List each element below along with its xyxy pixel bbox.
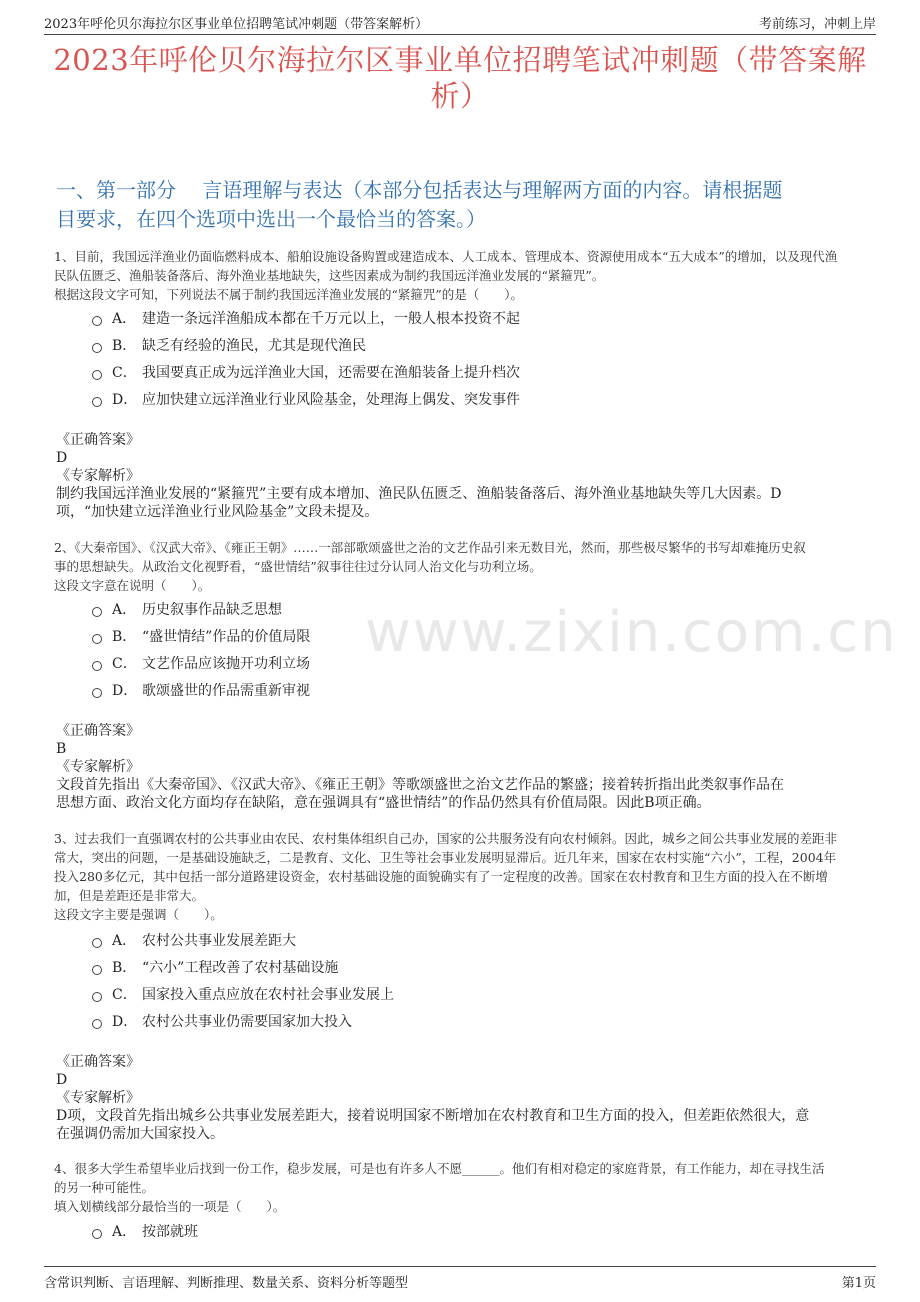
option-b[interactable]: [92, 622, 310, 649]
option-c[interactable]: [92, 980, 394, 1007]
radio-icon[interactable]: [92, 992, 102, 1002]
expert-analysis-label: 《专家解析》: [56, 759, 140, 775]
stem-line: 根据这段文字可知，下列说法不属于制约我国远洋渔业发展的“紧箍咒”的是（ ）。: [54, 287, 524, 302]
correct-answer-label: 《正确答案》: [56, 723, 140, 739]
stem-line: 3、过去我们一直强调农村的公共事业由农民、农村集体组织自己办，国家的公共服务没有向农村倾斜。因此，城乡之间公共事业发展的差距非: [54, 831, 837, 846]
option-text: 文艺作品应该抛开功利立场: [142, 655, 310, 672]
question-2-options: [92, 595, 310, 703]
option-text: 歌颂盛世的作品需重新审视: [142, 682, 310, 699]
expert-analysis-label: 《专家解析》: [56, 468, 140, 484]
question-4-stem: [54, 1159, 868, 1216]
option-d[interactable]: [92, 676, 310, 703]
stem-line: 常大，突出的问题，一是基础设施缺乏，二是教育、文化、卫生等社会事业发展明显滞后。近几年来，国家在农村实施“六小”，工程，2004年: [54, 850, 837, 865]
option-letter: D．: [112, 1013, 138, 1030]
question-1-stem: [54, 247, 868, 304]
page-header: [44, 10, 876, 35]
radio-icon[interactable]: [92, 661, 102, 671]
section-heading: [56, 176, 864, 234]
radio-icon[interactable]: [92, 397, 102, 407]
question-1-answer-block: [56, 431, 870, 521]
option-letter: C．: [112, 986, 137, 1003]
correct-answer-label: 《正确答案》: [56, 1054, 140, 1070]
stem-line: 投入280多亿元，其中包括一部分道路建设资金，农村基础设施的面貌确实有了一定程度的改善。国家在农村教育和卫生方面的投入在不断增: [54, 869, 828, 884]
page-footer: [44, 1266, 876, 1289]
option-letter: B．: [112, 337, 137, 354]
option-text: “六小”工程改善了农村基础设施: [142, 959, 339, 976]
option-c[interactable]: [92, 358, 520, 385]
analysis-line: 思想方面、政治文化方面均存在缺陷，意在强调具有“盛世情结”的作品仍然具有价值局限。因此B项正确。: [56, 795, 711, 811]
correct-answer-value: B: [56, 741, 67, 757]
analysis-line: 项，“加快建立远洋渔业行业风险基金”文段未提及。: [56, 504, 379, 520]
radio-icon[interactable]: [92, 634, 102, 644]
radio-icon[interactable]: [92, 316, 102, 326]
section-heading-line-2: 目要求，在四个选项中选出一个最恰当的答案。）: [56, 207, 486, 231]
option-c[interactable]: [92, 649, 310, 676]
correct-answer-value: D: [56, 450, 68, 466]
page-number: 第1页: [841, 1276, 876, 1291]
option-a[interactable]: [92, 1217, 198, 1244]
header-document-title: 2023年呼伦贝尔海拉尔区事业单位招聘笔试冲刺题（带答案解析）: [44, 17, 429, 32]
section-heading-line-1: 一、第一部分 言语理解与表达（本部分包括表达与理解两方面的内容。请根据题: [56, 178, 783, 202]
title-line-2: 析）: [430, 79, 490, 113]
radio-icon[interactable]: [92, 965, 102, 975]
stem-line: 2、《大秦帝国》、《汉武大帝》、《雍正王朝》……一部部歌颂盛世之治的文艺作品引来无数目光，然而，那些极尽繁华的书写却难掩历史叙: [54, 540, 806, 555]
option-text: 建造一条远洋渔船成本都在千万元以上，一般人根本投资不起: [142, 310, 520, 327]
radio-icon[interactable]: [92, 370, 102, 380]
option-letter: B．: [112, 628, 137, 645]
option-letter: C．: [112, 655, 137, 672]
question-1-options: [92, 304, 520, 412]
stem-line: 加，但是差距还是非常大。: [54, 888, 205, 903]
header-slogan: 考前练习，冲刺上岸: [758, 17, 876, 32]
stem-line: 填入划横线部分最恰当的一项是（ ）。: [54, 1199, 286, 1214]
stem-line: 事的思想缺失。从政治文化视野看，“盛世情结”叙事往往过分认同人治文化与功利立场。: [54, 559, 542, 574]
option-d[interactable]: [92, 1007, 394, 1034]
option-a[interactable]: [92, 304, 520, 331]
option-letter: A．: [112, 1223, 137, 1240]
stem-line: 这段文字主要是强调（ ）。: [54, 907, 223, 922]
option-b[interactable]: [92, 331, 520, 358]
option-text: 我国要真正成为远洋渔业大国，还需要在渔船装备上提升档次: [142, 364, 520, 381]
option-text: 应加快建立远洋渔业行业风险基金，处理海上偶发、突发事件: [142, 391, 520, 408]
watermark: www.zixin.com.cn: [365, 600, 898, 665]
radio-icon[interactable]: [92, 1019, 102, 1029]
analysis-line: 制约我国远洋渔业发展的“紧箍咒”主要有成本增加、渔民队伍匮乏、渔船装备落后、海外渔业基地缺失等几大因素。D: [56, 486, 782, 502]
analysis-line: 文段首先指出《大秦帝国》、《汉武大帝》、《雍正王朝》等歌颂盛世之治文艺作品的繁盛；接着转折指出此类叙事作品在: [56, 777, 784, 793]
radio-icon[interactable]: [92, 607, 102, 617]
radio-icon[interactable]: [92, 688, 102, 698]
option-text: 国家投入重点应放在农村社会事业发展上: [142, 986, 394, 1003]
stem-line: 4、很多大学生希望毕业后找到一份工作，稳步发展，可是也有许多人不愿______。他们有相对稳定的家庭背景，有工作能力，却在寻找生活: [54, 1161, 825, 1176]
radio-icon[interactable]: [92, 1229, 102, 1239]
option-letter: D．: [112, 682, 138, 699]
expert-analysis-label: 《专家解析》: [56, 1090, 140, 1106]
footer-topics: 含常识判断、言语理解、判断推理、数量关系、资料分析等题型: [44, 1276, 409, 1291]
stem-line: 1、目前，我国远洋渔业仍面临燃料成本、船舶设施设备购置或建造成本、人工成本、管理成本、资源使用成本“五大成本”的增加，以及现代渔: [54, 249, 838, 264]
option-letter: D．: [112, 391, 138, 408]
option-letter: A．: [112, 310, 137, 327]
question-2-answer-block: [56, 722, 870, 812]
option-b[interactable]: [92, 953, 394, 980]
option-a[interactable]: [92, 595, 310, 622]
option-text: 历史叙事作品缺乏思想: [142, 601, 282, 618]
option-d[interactable]: [92, 385, 520, 412]
radio-icon[interactable]: [92, 343, 102, 353]
stem-line: 民队伍匮乏、渔船装备落后、海外渔业基地缺失，这些因素成为制约我国远洋渔业发展的“紧箍咒”。: [54, 268, 605, 283]
option-text: “盛世情结”作品的价值局限: [142, 628, 311, 645]
question-3-options: [92, 926, 394, 1034]
stem-line: 这段文字意在说明（ ）。: [54, 578, 211, 593]
option-text: 缺乏有经验的渔民，尤其是现代渔民: [142, 337, 366, 354]
question-2-stem: [54, 538, 868, 595]
option-letter: A．: [112, 601, 137, 618]
option-letter: C．: [112, 364, 137, 381]
option-text: 农村公共事业仍需要国家加大投入: [142, 1013, 352, 1030]
correct-answer-value: D: [56, 1072, 68, 1088]
option-a[interactable]: [92, 926, 394, 953]
correct-answer-label: 《正确答案》: [56, 432, 140, 448]
question-3-answer-block: [56, 1053, 870, 1143]
question-4-options: [92, 1217, 198, 1244]
document-title: [44, 42, 876, 114]
option-text: 农村公共事业发展差距大: [142, 932, 296, 949]
stem-line: 的另一种可能性。: [54, 1180, 155, 1195]
radio-icon[interactable]: [92, 938, 102, 948]
title-line-1: 2023年呼伦贝尔海拉尔区事业单位招聘笔试冲刺题（带答案解: [53, 43, 867, 77]
question-3-stem: [54, 829, 868, 924]
option-text: 按部就班: [142, 1223, 198, 1240]
option-letter: A．: [112, 932, 137, 949]
option-letter: B．: [112, 959, 137, 976]
analysis-line: 在强调仍需加大国家投入。: [56, 1126, 224, 1142]
analysis-line: D项，文段首先指出城乡公共事业发展差距大，接着说明国家不断增加在农村教育和卫生方面的投入，但差距依然很大，意: [56, 1108, 810, 1124]
